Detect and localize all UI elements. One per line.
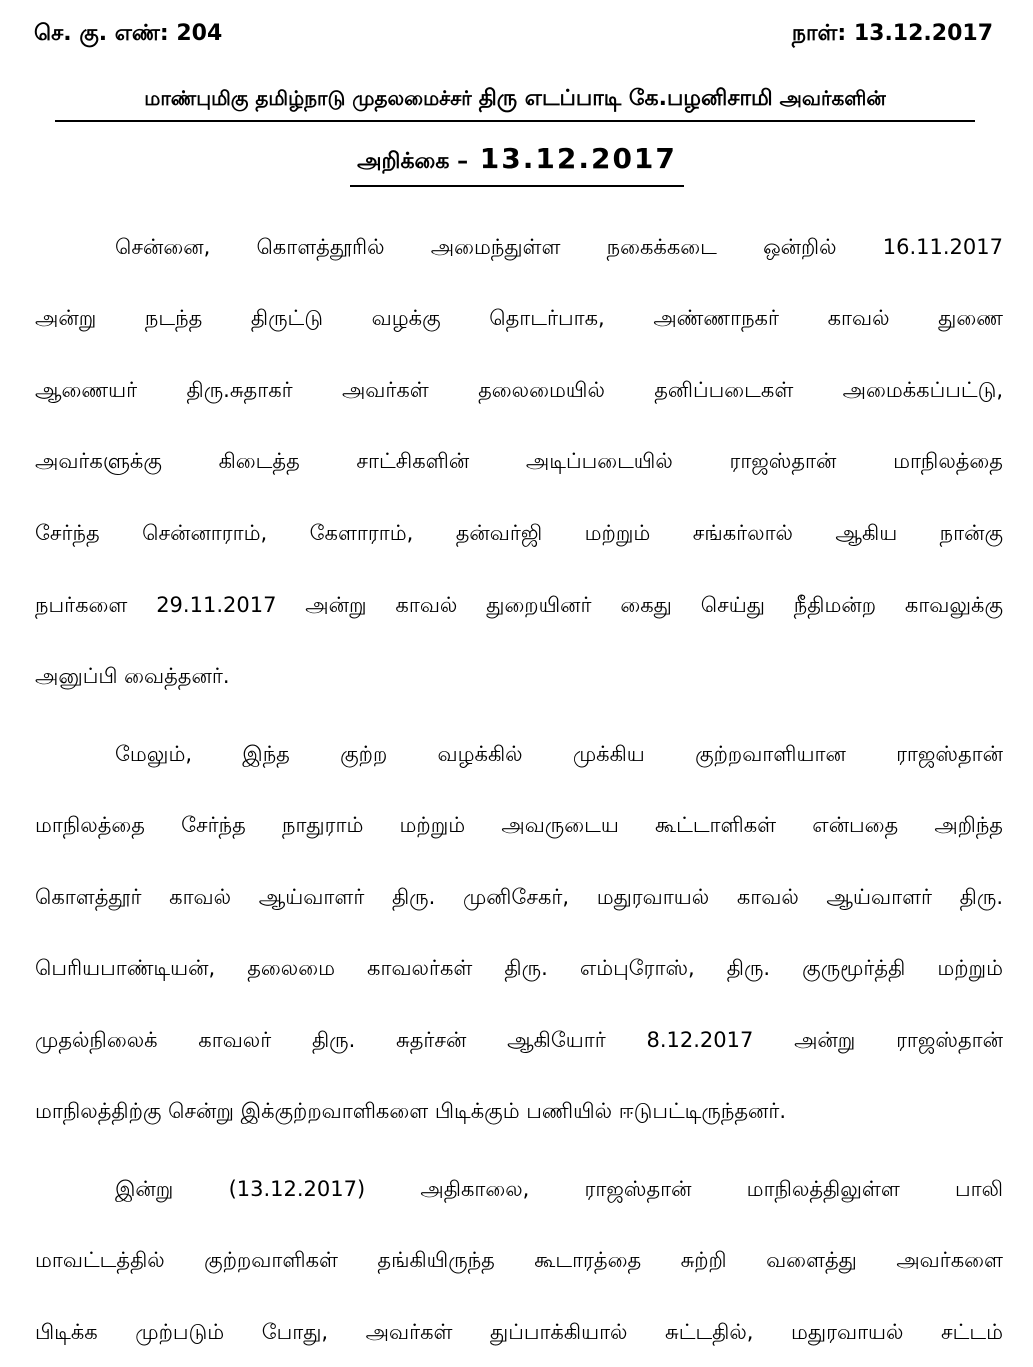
title-prefix: மாண்புமிகு தமிழ்நாடு முதலமைச்சர் xyxy=(144,86,472,110)
paragraph-2-line-2: மாநிலத்தை சேர்ந்த நாதுராம் மற்றும் அவருடைய கூட்டாளிகள் என்பதை அறிந்த xyxy=(35,813,1003,837)
subtitle-label: அறிக்கை – xyxy=(357,149,469,174)
document-subtitle xyxy=(350,142,684,187)
paragraph-2-line-1: மேலும், இந்த குற்ற வழக்கில் முக்கிய குற்றவாளியான ராஜஸ்தான் xyxy=(115,742,1003,766)
paragraph-2-line-5: முதல்நிலைக் காவலர் திரு. சுதர்சன் ஆகியோர் 8.12.2017 அன்று ராஜஸ்தான் xyxy=(35,1028,1003,1052)
paragraph-1-line-7: அனுப்பி வைத்தனர். xyxy=(35,664,230,688)
paragraph-1-line-4: அவர்களுக்கு கிடைத்த சாட்சிகளின் அடிப்படையில் ராஜஸ்தான் மாநிலத்தை xyxy=(35,449,1003,473)
paragraph-1-line-5: சேர்ந்த சென்னாராம், கேளாராம், தன்வர்ஜி மற்றும் சங்கர்லால் ஆகிய நான்கு xyxy=(35,521,1003,545)
paragraph-2-line-3: கொளத்தூர் காவல் ஆய்வாளர் திரு. முனிசேகர், மதுரவாயல் காவல் ஆய்வாளர் திரு. xyxy=(35,885,1003,909)
reference-number: செ. கு. எண்: 204 xyxy=(34,21,223,46)
paragraph-1-line-1: சென்னை, கொளத்தூரில் அமைந்துள்ள நகைக்கடை ஒன்றில் 16.11.2017 xyxy=(115,235,1003,259)
paragraph-2-line-4: பெரியபாண்டியன், தலைமை காவலர்கள் திரு. எம்புரோஸ், திரு. குருமூர்த்தி மற்றும் xyxy=(35,956,1003,980)
paragraph-1-line-2: அன்று நடந்த திருட்டு வழக்கு தொடர்பாக, அண்ணாநகர் காவல் துணை xyxy=(35,306,1003,330)
paragraph-3-line-1: இன்று (13.12.2017) அதிகாலை, ராஜஸ்தான் மாநிலத்திலுள்ள பாலி xyxy=(115,1177,1003,1201)
paragraph-1-line-3: ஆணையர் திரு.சுதாகர் அவர்கள் தலைமையில் தனிப்படைகள் அமைக்கப்பட்டு, xyxy=(35,378,1003,402)
document-date: நாள்: 13.12.2017 xyxy=(791,21,993,46)
paragraph-3-line-3: பிடிக்க முற்படும் போது, அவர்கள் துப்பாக்கியால் சுட்டதில், மதுரவாயல் சட்டம் xyxy=(35,1320,1003,1344)
paragraph-1-line-6: நபர்களை 29.11.2017 அன்று காவல் துறையினர் கைது செய்து நீதிமன்ற காவலுக்கு xyxy=(35,593,1003,617)
subtitle-date: 13.12.2017 xyxy=(479,142,677,175)
paragraph-3-line-2: மாவட்டத்தில் குற்றவாளிகள் தங்கியிருந்த கூடாரத்தை சுற்றி வளைத்து அவர்களை xyxy=(35,1248,1003,1272)
document-header xyxy=(34,18,993,52)
document-title xyxy=(55,86,975,122)
title-suffix: அவர்களின் xyxy=(779,86,886,110)
paragraph-2-line-6: மாநிலத்திற்கு சென்று இக்குற்றவாளிகளை பிடிக்கும் பணியில் ஈடுபட்டிருந்தனர். xyxy=(35,1099,787,1123)
title-name: திரு எடப்பாடி கே.பழனிசாமி xyxy=(478,86,773,111)
